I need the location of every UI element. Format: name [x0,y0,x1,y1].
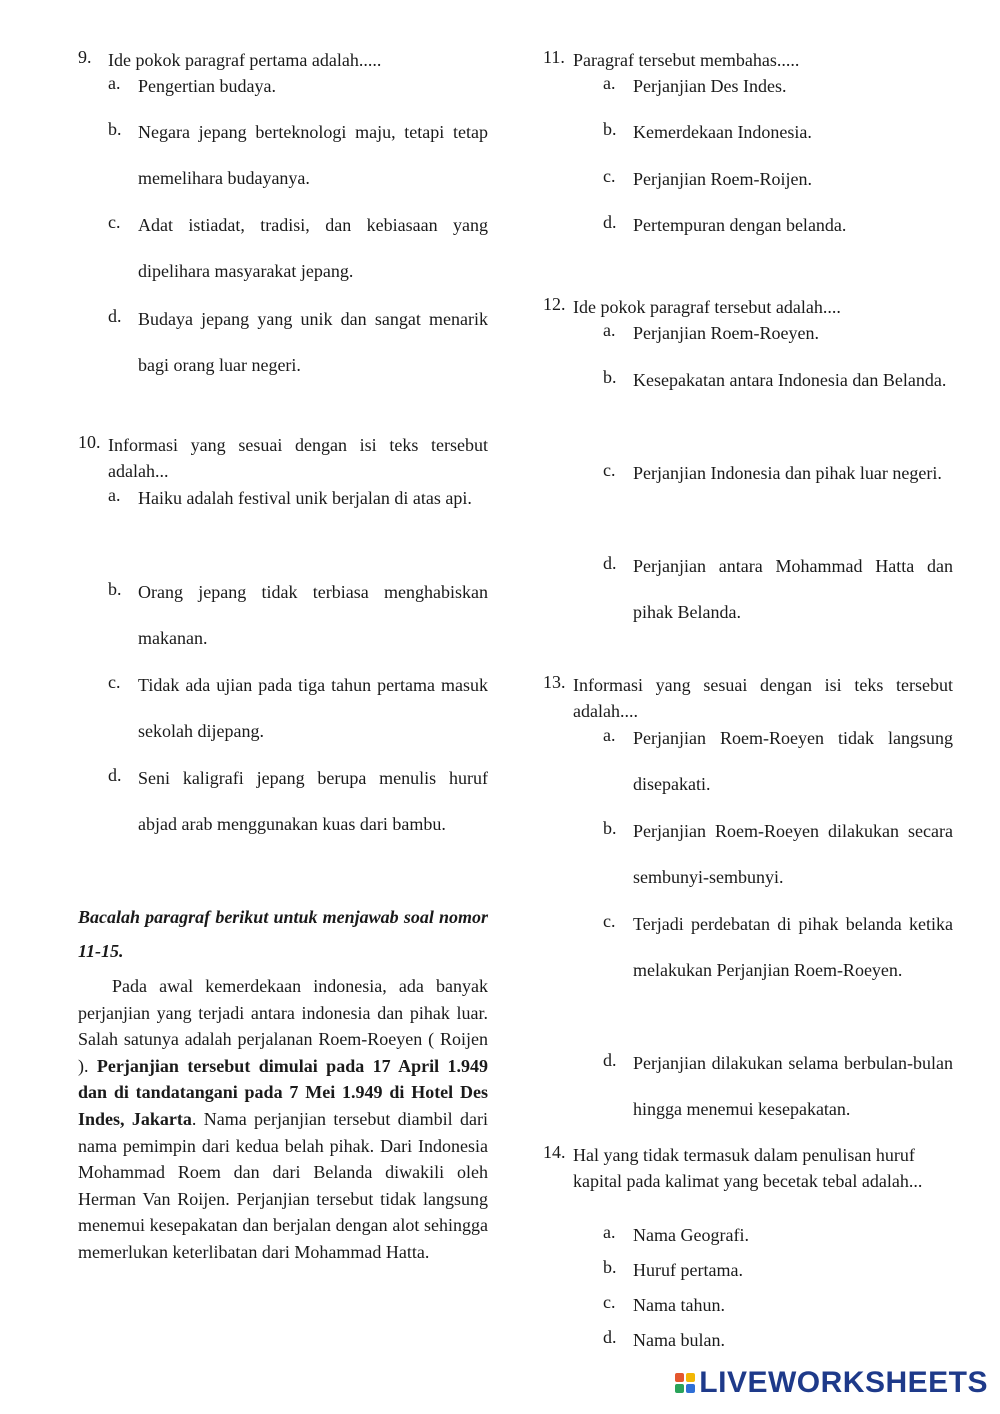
option-c[interactable]: Terjadi perdebatan di pihak belanda ketika melakukan Perjanjian Roem-Roeyen. [633,914,953,980]
question-text: Informasi yang sesuai dengan isi teks tersebut adalah.... [573,675,953,721]
question-number: 13. [543,672,566,692]
question-text: Paragraf tersebut membahas..... [573,50,800,70]
paragraph-rest: . Nama perjanjian tersebut diambil dari nama pemimpin dari kedua belah pihak. Dari Indonesia Mohammad Roem dan dari Belanda diwakili oleh Herman Van Roijen. Perjanjian tersebut tidak langsung menemui kesepakatan dan berjalan dengan alot sehingga memerlukan keterlibatan dari Mohammad Hatta. [78,1108,489,1262]
option-letter: d. [603,1327,617,1347]
option-b[interactable]: Kesepakatan antara Indonesia dan Belanda. [633,370,947,390]
option-letter: a. [603,1222,616,1242]
question-text: Ide pokok paragraf tersebut adalah.... [573,297,841,317]
option-c[interactable]: Nama tahun. [633,1295,725,1315]
option-letter: b. [108,579,122,599]
paragraph-intro: Pada awal kemerdekaan indonesia, ada banyak perjanjian yang terjadi antara indonesia dan pihak luar. Salah satunya adalah perjalanan Roem-Roeyen ( Roijen ). [78,976,488,1076]
option-a[interactable]: Perjanjian Des Indes. [633,76,787,96]
question-text: Hal yang tidak termasuk dalam penulisan huruf kapital pada kalimat yang becetak tebal adalah... [573,1145,923,1191]
option-letter: d. [603,212,617,232]
brand-name: LIVEWORKSHEETS [699,1366,988,1399]
option-letter: d. [108,306,122,326]
option-letter: d. [603,1050,617,1070]
option-c[interactable]: Adat istiadat, tradisi, dan kebiasaan yang dipelihara masyarakat jepang. [138,215,488,281]
reading-heading: Bacalah paragraf berikut untuk menjawab soal nomor 11-15. [78,907,488,961]
option-a[interactable]: Perjanjian Roem-Roeyen. [633,323,819,343]
option-letter: d. [603,553,617,573]
option-letter: c. [108,672,121,692]
option-d[interactable]: Nama bulan. [633,1330,725,1350]
paragraph-bold-sentence: Perjanjian tersebut dimulai pada 17 April 1.949 dan di tandatangani pada 7 Mei 1.949 di Hotel Des Indes, Jakarta [78,1055,488,1129]
option-c[interactable]: Perjanjian Indonesia dan pihak luar negeri. [633,463,942,483]
option-letter: b. [603,1257,617,1277]
option-letter: c. [108,212,121,232]
option-a[interactable]: Pengertian budaya. [138,76,276,96]
option-letter: b. [603,367,617,387]
question-number: 9. [78,47,92,67]
option-letter: c. [603,1292,616,1312]
option-c[interactable]: Tidak ada ujian pada tiga tahun pertama masuk sekolah dijepang. [138,675,488,741]
option-letter: d. [108,765,122,785]
option-letter: b. [603,818,617,838]
option-b[interactable]: Kemerdekaan Indonesia. [633,122,812,142]
question-text: Informasi yang sesuai dengan isi teks tersebut adalah... [108,435,488,481]
option-letter: a. [603,725,616,745]
question-number: 11. [543,47,565,67]
liveworksheets-logo[interactable] [675,1366,988,1400]
option-letter: a. [108,73,121,93]
option-b[interactable]: Perjanjian Roem-Roeyen dilakukan secara sembunyi-sembunyi. [633,821,953,887]
option-d[interactable]: Pertempuran dengan belanda. [633,215,847,235]
option-letter: c. [603,911,616,931]
liveworksheets-logo-icon [675,1373,695,1393]
option-letter: b. [603,119,617,139]
option-letter: a. [603,73,616,93]
option-d[interactable]: Perjanjian dilakukan selama berbulan-bulan hingga menemui kesepakatan. [633,1053,953,1119]
option-a[interactable]: Haiku adalah festival unik berjalan di atas api. [138,488,472,508]
option-letter: c. [603,166,616,186]
option-a[interactable]: Nama Geografi. [633,1225,749,1245]
option-b[interactable]: Orang jepang tidak terbiasa menghabiskan makanan. [138,582,488,648]
question-number: 12. [543,294,566,314]
question-number: 10. [78,432,101,452]
option-d[interactable]: Budaya jepang yang unik dan sangat menarik bagi orang luar negeri. [138,309,488,375]
option-d[interactable]: Perjanjian antara Mohammad Hatta dan pihak Belanda. [633,556,953,622]
option-d[interactable]: Seni kaligrafi jepang berupa menulis huruf abjad arab menggunakan kuas dari bambu. [138,768,488,834]
option-letter: b. [108,119,122,139]
option-letter: a. [108,485,121,505]
option-letter: a. [603,320,616,340]
question-number: 14. [543,1142,566,1162]
question-text: Ide pokok paragraf pertama adalah..... [108,50,382,70]
option-letter: c. [603,460,616,480]
option-c[interactable]: Perjanjian Roem-Roijen. [633,169,812,189]
option-a[interactable]: Perjanjian Roem-Roeyen tidak langsung disepakati. [633,728,953,794]
option-b[interactable]: Negara jepang berteknologi maju, tetapi tetap memelihara budayanya. [138,122,488,188]
option-b[interactable]: Huruf pertama. [633,1260,743,1280]
